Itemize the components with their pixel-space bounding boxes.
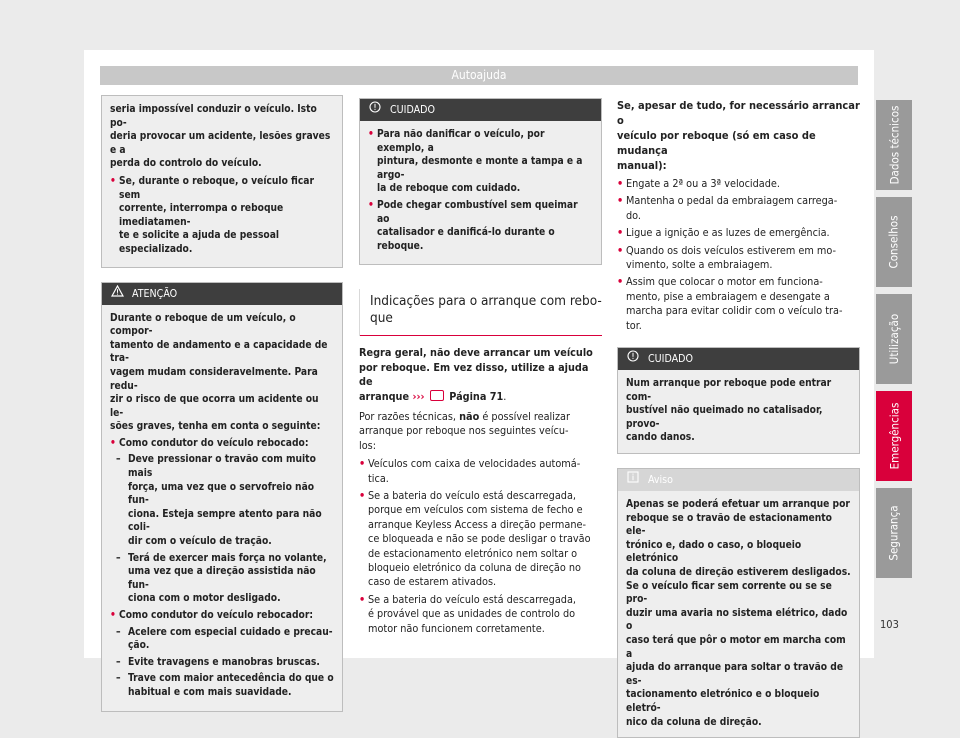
warning-triangle-icon bbox=[110, 283, 124, 305]
sub-item: – Trave com maior antecedência do que o habitual e com mais suavidade. bbox=[116, 673, 334, 698]
caution-title: CUIDADO bbox=[390, 104, 435, 116]
caution-box bbox=[359, 98, 602, 265]
list-item: • Pode chegar combustível sem queimar ao catalisador e danificá-lo durante o reboque. bbox=[368, 199, 578, 252]
caution-box bbox=[617, 347, 860, 454]
page-header: Autoajuda bbox=[100, 66, 858, 85]
info-circle-icon bbox=[368, 99, 382, 121]
sub-item: – Terá de exercer mais força no volante, uma vez que a direção assistida não fun- ciona com o motor desligado. bbox=[116, 552, 327, 605]
link-arrows: ››› bbox=[412, 389, 425, 403]
list-item: • Como condutor do veículo rebocado: bbox=[110, 437, 309, 449]
column-1 bbox=[101, 95, 343, 712]
tab-dados-tecnicos[interactable]: Dados técnicos bbox=[876, 100, 912, 190]
column-3 bbox=[617, 98, 860, 738]
list-item: • Se a bateria do veículo está descarregada, é provável que as unidades de controlo do motor não funcionem corretamente. bbox=[359, 592, 576, 635]
warning-header bbox=[102, 283, 342, 305]
body-text bbox=[359, 346, 602, 636]
list-item: • Para não danificar o veículo, por exemplo, a pintura, desmonte e monte a tampa e a argo- la de reboque com cuidado. bbox=[368, 129, 583, 195]
warning-para: Durante o reboque de um veículo, o compor- tamento de andamento e a capacidade de tra- vagem mudam consideravelmente. Para redu- zir o risco de que ocorra um acidente ou le- sões graves, tenha em conta o seguinte: bbox=[110, 312, 328, 433]
warning-title: ATENÇÃO bbox=[132, 287, 178, 300]
info-circle-icon bbox=[626, 348, 640, 370]
sub-item: – Acelere com especial cuidado e precau- ção. bbox=[116, 626, 333, 652]
notice-header bbox=[618, 469, 859, 491]
list-item: • Mantenha o pedal da embraiagem carrega- do. bbox=[617, 194, 838, 222]
list-item: • Veículos com caixa de velocidades automá- tica. bbox=[359, 457, 581, 485]
sub-item: – Evite travagens e manobras bruscas. bbox=[116, 656, 320, 668]
caution-header bbox=[360, 99, 601, 121]
sub-item: – Deve pressionar o travão com muito mais força, uma vez que o servofreio não fun- ciona. Esteja sempre atento para não coli- dir com o veículo de tração. bbox=[116, 454, 322, 548]
tab-utilizacao[interactable]: Utilização bbox=[876, 294, 912, 384]
list-item: • Assim que colocar o motor em funciona- mento, pise a embraiagem e desengate a marcha para evitar colidir com o veículo tra- tor. bbox=[617, 275, 843, 332]
body-text bbox=[617, 98, 860, 333]
section-title: Indicações para o arranque com rebo- que bbox=[360, 289, 602, 336]
warning-body bbox=[102, 305, 342, 711]
page-reference-link[interactable]: Página 71 bbox=[449, 389, 504, 403]
caution-body: Num arranque por reboque pode entrar com- bustível não queimado no catalisador, provo- cando danos. bbox=[618, 370, 859, 453]
caution-title: CUIDADO bbox=[648, 353, 693, 366]
tab-seguranca[interactable]: Segurança bbox=[876, 488, 912, 578]
bold-intro: Regra geral, não deve arrancar um veículo por reboque. Em vez disso, utilize a ajuda de arranque ››› Página 71. bbox=[359, 346, 593, 403]
intro-text: seria impossível conduzir o veículo. Isto po- deria provocar um acidente, lesões graves e a perda do controlo do veículo. bbox=[110, 104, 331, 170]
warning-box bbox=[101, 282, 343, 712]
notice-body: Apenas se poderá efetuar um arranque por reboque se o travão de estacionamento ele- trónico e, dado o caso, o bloqueio eletrónico da coluna de direção estiverem desligados. Se o veículo ficar sem corrente ou se se pro- duzir uma avaria no sistema elétrico, dado o caso terá que pôr o motor em marcha com a ajuda do arranque para soltar o travão de es- tacionamento eletrónico e o bloqueio eletró- nico da coluna de direção. bbox=[618, 491, 859, 737]
notice-title: Aviso bbox=[648, 474, 673, 487]
list-item: • Como condutor do veículo rebocador: bbox=[110, 610, 314, 621]
tab-conselhos[interactable]: Conselhos bbox=[876, 197, 912, 287]
paragraph: Por razões técnicas, não é possível realizar arranque por reboque nos seguintes veícu- los: bbox=[359, 409, 570, 452]
page-number: 103 bbox=[880, 618, 899, 631]
info-square-icon bbox=[626, 469, 640, 491]
list-item: • Se a bateria do veículo está descarregada, porque em veículos com sistema de fecho e arranque Keyless Access a direção permane- ce bloqueada e não se pode desligar o travão de estacionamento eletrónico nem soltar o bloqueio eletrónico da coluna de direção no caso de estarem ativados. bbox=[359, 489, 591, 589]
list-item: • Quando os dois veículos estiverem em mo- vimento, solte a embraiagem. bbox=[617, 243, 837, 272]
continued-warning-box bbox=[101, 95, 343, 268]
book-icon bbox=[430, 390, 444, 401]
tab-emergencias[interactable]: Emergências bbox=[876, 391, 912, 481]
caution-header bbox=[618, 348, 859, 370]
list-item: • Ligue a ignição e as luzes de emergência. bbox=[617, 226, 830, 240]
section-heading bbox=[359, 289, 602, 336]
list-item: • Engate a 2ª ou a 3ª velocidade. bbox=[617, 177, 780, 190]
caution-body bbox=[360, 121, 601, 264]
notice-box bbox=[617, 468, 860, 738]
column-2 bbox=[359, 98, 602, 639]
bold-intro: Se, apesar de tudo, for necessário arrancar o veículo por reboque (só em caso de mudança manual): bbox=[617, 99, 860, 172]
list-item: • Se, durante o reboque, o veículo ficar sem corrente, interrompa o reboque imediatamen- te e solicite a ajuda de pessoal especializado. bbox=[110, 175, 314, 255]
